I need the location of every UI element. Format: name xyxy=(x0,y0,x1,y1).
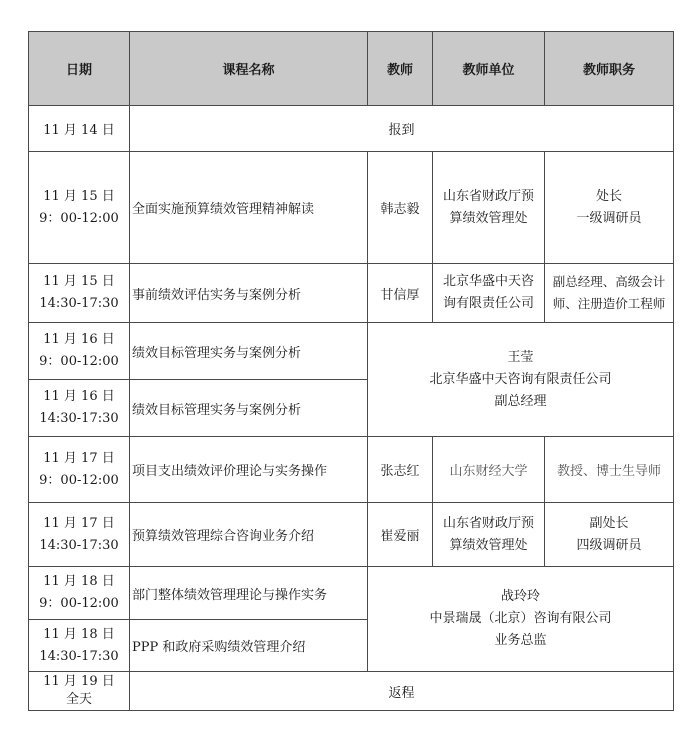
table-row xyxy=(29,323,674,380)
teacher-unit: 中景瑞晟（北京）咨询有限公司 xyxy=(429,611,612,626)
date-cell xyxy=(29,437,130,503)
date-text: 11 月 19 日 xyxy=(43,674,115,689)
course-cell: 事前绩效评估实务与案例分析 xyxy=(130,264,368,323)
table-row xyxy=(29,106,674,152)
date-text: 11 月 18 日 xyxy=(43,574,115,589)
unit-line: 询有限责任公司 xyxy=(442,296,534,311)
unit-line: 山东省财政厅预 xyxy=(442,515,534,531)
unit-line: 山东省财政厅预 xyxy=(442,188,534,204)
merged-cell-checkin: 报到 xyxy=(130,106,674,152)
header-course: 课程名称 xyxy=(130,32,368,106)
date-text: 11 月 16 日 xyxy=(43,332,115,347)
date-cell xyxy=(29,106,130,152)
merged-cell-return: 返程 xyxy=(130,672,674,711)
date-cell xyxy=(29,380,130,437)
time-text: 14:30-17:30 xyxy=(39,648,119,664)
teacher-title: 业务总监 xyxy=(494,633,547,648)
title-line: 副处长 xyxy=(589,515,629,531)
header-title: 教师职务 xyxy=(545,32,674,106)
date-cell xyxy=(29,152,130,264)
teacher-name: 战玲玲 xyxy=(500,589,540,604)
title-cell xyxy=(545,264,674,323)
date-cell xyxy=(29,503,130,567)
course-cell: 部门整体绩效管理理论与操作实务 xyxy=(130,567,368,620)
header-date: 日期 xyxy=(29,32,130,106)
unit-cell xyxy=(433,264,545,323)
date-text: 11 月 14 日 xyxy=(43,123,115,138)
date-cell xyxy=(29,264,130,323)
date-cell xyxy=(29,672,130,711)
teacher-cell: 张志红 xyxy=(368,437,433,503)
unit-cell: 山东财经大学 xyxy=(433,437,545,503)
table-row xyxy=(29,672,674,711)
time-text: 9：00-12:00 xyxy=(39,472,119,488)
title-cell: 教授、博士生导师 xyxy=(545,437,674,503)
date-text: 11 月 17 日 xyxy=(43,515,115,531)
unit-line: 北京华盛中天咨 xyxy=(442,274,534,289)
title-cell xyxy=(545,152,674,264)
date-cell xyxy=(29,567,130,620)
date-text: 11 月 15 日 xyxy=(43,188,115,204)
title-line: 一级调研员 xyxy=(576,210,642,226)
teacher-cell: 韩志毅 xyxy=(368,152,433,264)
table-row xyxy=(29,503,674,567)
table-row xyxy=(29,437,674,503)
unit-cell xyxy=(433,152,545,264)
unit-cell xyxy=(433,503,545,567)
header-row xyxy=(29,32,674,106)
course-cell: 预算绩效管理综合咨询业务介绍 xyxy=(130,503,368,567)
merged-teacher-wang xyxy=(368,323,674,437)
unit-line: 算绩效管理处 xyxy=(449,210,528,226)
date-text: 11 月 16 日 xyxy=(43,389,115,404)
course-cell: 绩效目标管理实务与案例分析 xyxy=(130,380,368,437)
time-text: 14:30-17:30 xyxy=(39,537,119,553)
header-unit: 教师单位 xyxy=(433,32,545,106)
title-line: 副总经理、高级会计 xyxy=(552,274,666,289)
unit-line: 算绩效管理处 xyxy=(449,537,528,553)
teacher-cell: 崔爱丽 xyxy=(368,503,433,567)
date-text: 11 月 15 日 xyxy=(43,274,115,289)
table-row xyxy=(29,567,674,620)
course-cell: 全面实施预算绩效管理精神解读 xyxy=(130,152,368,264)
schedule-table xyxy=(28,31,674,711)
teacher-unit: 北京华盛中天咨询有限责任公司 xyxy=(429,371,612,387)
time-text: 14:30-17:30 xyxy=(39,411,119,426)
date-text: 11 月 18 日 xyxy=(43,626,115,642)
title-line: 师、注册造价工程师 xyxy=(552,296,666,311)
date-cell xyxy=(29,620,130,672)
course-cell: 项目支出绩效评价理论与实务操作 xyxy=(130,437,368,503)
time-text: 9：00-12:00 xyxy=(39,354,119,369)
course-cell: PPP 和政府采购绩效管理介绍 xyxy=(130,620,368,672)
time-text: 14:30-17:30 xyxy=(39,296,119,311)
title-line: 四级调研员 xyxy=(576,537,642,553)
time-text: 全天 xyxy=(65,692,92,707)
time-text: 9：00-12:00 xyxy=(39,210,119,226)
merged-teacher-zhan xyxy=(368,567,674,672)
teacher-title: 副总经理 xyxy=(494,393,547,409)
time-text: 9：00-12:00 xyxy=(39,596,119,611)
date-cell xyxy=(29,323,130,380)
header-teacher: 教师 xyxy=(368,32,433,106)
table-row xyxy=(29,264,674,323)
title-line: 处长 xyxy=(595,188,622,204)
course-cell: 绩效目标管理实务与案例分析 xyxy=(130,323,368,380)
date-text: 11 月 17 日 xyxy=(43,450,115,466)
title-cell xyxy=(545,503,674,567)
teacher-name: 王莹 xyxy=(507,349,534,365)
teacher-cell: 甘信厚 xyxy=(368,264,433,323)
table-row xyxy=(29,152,674,264)
